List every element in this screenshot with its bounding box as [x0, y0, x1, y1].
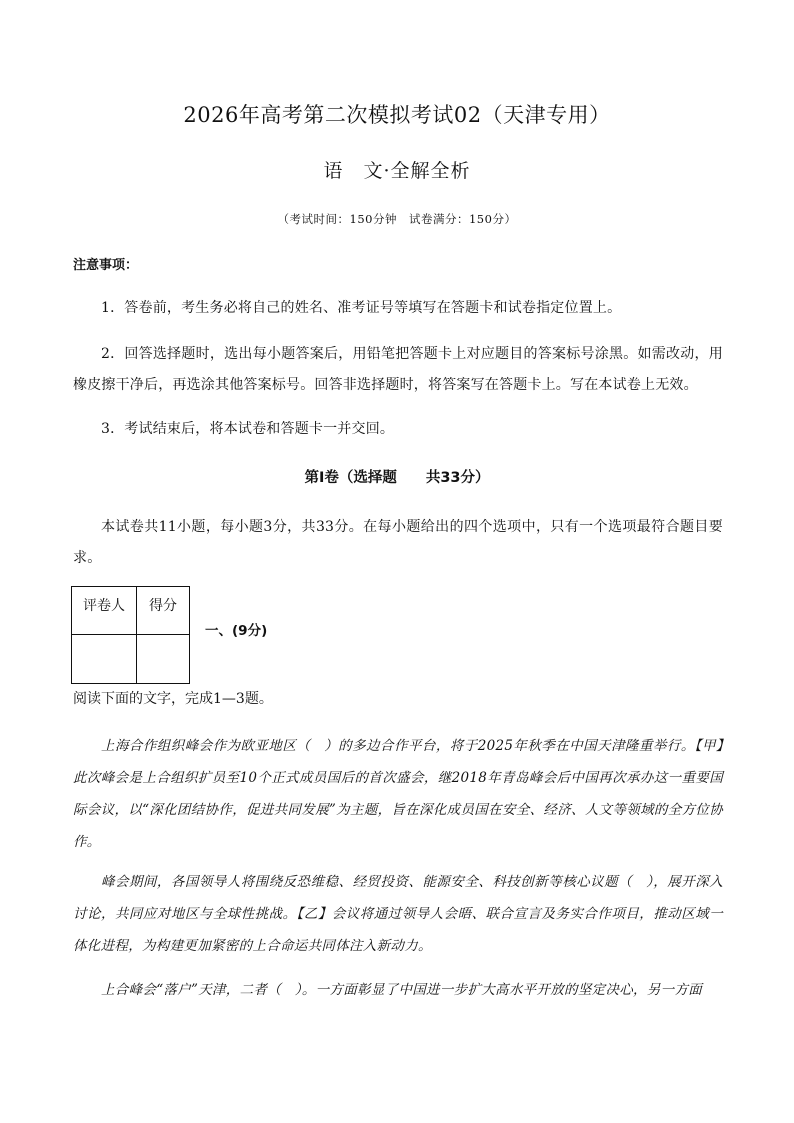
score-cell — [137, 635, 190, 684]
exam-info: （考试时间：150分钟 试卷满分：150分） — [277, 212, 517, 226]
grader-label: 评卷人 — [72, 587, 137, 635]
passage-paragraph-3: 上合峰会“落户”天津，二者（ ）。一方面彰显了中国进一步扩大高水平开放的坚定决心，另一方面 — [101, 982, 703, 998]
grader-cell — [72, 635, 137, 684]
passage-paragraph-1: 上海合作组织峰会作为欧亚地区（ ）的多边合作平台，将于2025年秋季在中国天津隆重举行。【甲】此次峰会是上合组织扩员至10个正式成员国后的首次盛会，继2018年青岛峰会后中国再次承办这一重要国际会议，以“深化团结协作，促进共同发展”为主题，旨在深化成员国在安全、经济、人文等领域的全方位协作。 — [73, 738, 723, 850]
passage-paragraph-2: 峰会期间，各国领导人将围绕反恐维稳、经贸投资、能源安全、科技创新等核心议题（ ），展开深入讨论，共同应对地区与全球性挑战。【乙】会议将通过领导人会晤、联合宣言及务实合作项目，推动区域一体化进程，为构建更加紧密的上合命运共同体注入新动力。 — [73, 874, 723, 954]
question-label: 一、(9分) — [205, 623, 268, 639]
notice-item-3: 3．考试结束后，将本试卷和答题卡一并交回。 — [101, 421, 395, 437]
notice-item-2: 2．回答选择题时，选出每小题答案后，用铅笔把答题卡上对应题目的答案标号涂黑。如需改动，用橡皮擦干净后，再选涂其他答案标号。回答非选择题时，将答案写在答题卡上。写在本试卷上无效。 — [73, 346, 723, 393]
section-heading: 第Ⅰ卷（选择题 共33分） — [304, 470, 490, 486]
reading-instruction: 阅读下面的文字，完成1—3题。 — [73, 691, 273, 707]
grader-table — [71, 586, 190, 684]
score-label: 得分 — [137, 587, 190, 635]
section-intro: 本试卷共11小题，每小题3分，共33分。在每小题给出的四个选项中，只有一个选项最符合题目要求。 — [73, 519, 723, 566]
page-title: 2026年高考第二次模拟考试02（天津专用） — [183, 103, 611, 127]
notice-heading: 注意事项： — [73, 258, 139, 273]
page-subtitle: 语 文·全解全析 — [323, 160, 471, 182]
notice-item-1: 1．答卷前，考生务必将自己的姓名、准考证号等填写在答题卡和试卷指定位置上。 — [101, 300, 622, 316]
